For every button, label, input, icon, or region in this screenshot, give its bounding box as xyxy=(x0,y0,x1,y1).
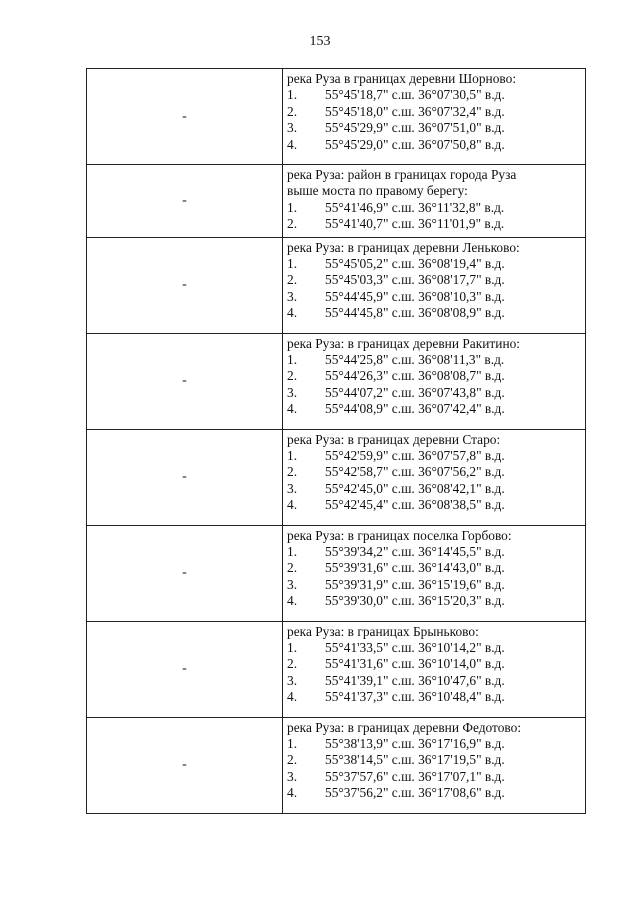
row-title: река Руза: в границах поселка Горбово: xyxy=(287,527,512,543)
row-marker: - xyxy=(87,333,283,429)
point-coordinates: 55°45'18,7" с.ш. 36°07'30,5" в.д. xyxy=(325,87,505,103)
point-coordinates: 55°39'30,0" с.ш. 36°15'20,3" в.д. xyxy=(325,593,505,609)
point-number: 4. xyxy=(287,401,298,417)
point-number: 3. xyxy=(287,480,298,496)
point-number: 2. xyxy=(287,368,298,384)
coordinate-point xyxy=(287,689,585,705)
point-coordinates: 55°41'31,6" с.ш. 36°10'14,0" в.д. xyxy=(325,656,505,672)
point-number: 1. xyxy=(287,256,298,272)
coordinate-point xyxy=(287,272,585,288)
point-coordinates: 55°44'07,2" с.ш. 36°07'43,8" в.д. xyxy=(325,384,505,400)
point-coordinates: 55°41'40,7" с.ш. 36°11'01,9" в.д. xyxy=(325,216,505,232)
row-description xyxy=(283,717,586,813)
point-number: 1. xyxy=(287,640,298,656)
coordinate-point xyxy=(287,401,585,417)
point-coordinates: 55°42'58,7" с.ш. 36°07'56,2" в.д. xyxy=(325,464,505,480)
point-number: 1. xyxy=(287,736,298,752)
row-title: река Руза: в границах деревни Федотово: xyxy=(287,719,522,735)
coordinate-point xyxy=(287,352,585,368)
row-title: река Руза: в границах Брыньково: xyxy=(287,623,479,639)
point-number: 4. xyxy=(287,785,298,801)
coordinate-point xyxy=(287,497,585,513)
coordinate-point xyxy=(287,104,585,120)
row-title: выше моста по правому берегу: xyxy=(287,183,468,199)
point-number: 2. xyxy=(287,103,298,119)
point-number: 1. xyxy=(287,87,298,103)
coordinate-point xyxy=(287,656,585,672)
coordinate-point xyxy=(287,120,585,136)
coordinate-point xyxy=(287,385,585,401)
coordinate-point xyxy=(287,673,585,689)
coordinate-point xyxy=(287,752,585,768)
point-coordinates: 55°44'25,8" с.ш. 36°08'11,3" в.д. xyxy=(325,352,505,368)
coordinate-point xyxy=(287,464,585,480)
row-description xyxy=(283,165,586,238)
row-marker: - xyxy=(87,717,283,813)
point-coordinates: 55°44'45,8" с.ш. 36°08'08,9" в.д. xyxy=(325,305,505,321)
point-coordinates: 55°44'26,3" с.ш. 36°08'08,7" в.д. xyxy=(325,368,505,384)
point-coordinates: 55°41'33,5" с.ш. 36°10'14,2" в.д. xyxy=(325,640,505,656)
point-coordinates: 55°38'14,5" с.ш. 36°17'19,5" в.д. xyxy=(325,752,505,768)
table-row xyxy=(87,333,586,429)
table-row xyxy=(87,525,586,621)
point-coordinates: 55°37'56,2" с.ш. 36°17'08,6" в.д. xyxy=(325,785,505,801)
point-number: 1. xyxy=(287,544,298,560)
table-row xyxy=(87,429,586,525)
row-marker: - xyxy=(87,69,283,165)
coordinate-point xyxy=(287,368,585,384)
coordinate-point xyxy=(287,137,585,153)
row-title: река Руза: в границах деревни Старо: xyxy=(287,431,501,447)
point-coordinates: 55°45'05,2" с.ш. 36°08'19,4" в.д. xyxy=(325,256,505,272)
point-coordinates: 55°45'29,0" с.ш. 36°07'50,8" в.д. xyxy=(325,136,505,152)
coordinate-point xyxy=(287,544,585,560)
point-coordinates: 55°42'45,4" с.ш. 36°08'38,5" в.д. xyxy=(325,497,505,513)
row-title: река Руза: в границах деревни Леньково: xyxy=(287,239,520,255)
coordinate-point xyxy=(287,769,585,785)
row-marker: - xyxy=(87,165,283,238)
point-coordinates: 55°45'03,3" с.ш. 36°08'17,7" в.д. xyxy=(325,272,505,288)
point-number: 2. xyxy=(287,656,298,672)
point-coordinates: 55°42'45,0" с.ш. 36°08'42,1" в.д. xyxy=(325,480,505,496)
point-coordinates: 55°45'18,0" с.ш. 36°07'32,4" в.д. xyxy=(325,103,505,119)
coordinate-point xyxy=(287,560,585,576)
point-number: 1. xyxy=(287,352,298,368)
row-title: река Руза: район в границах города Руза xyxy=(287,167,517,182)
row-description xyxy=(283,429,586,525)
point-number: 2. xyxy=(287,752,298,768)
row-marker: - xyxy=(87,237,283,333)
point-number: 2. xyxy=(287,464,298,480)
point-number: 1. xyxy=(287,199,298,215)
point-coordinates: 55°39'34,2" с.ш. 36°14'45,5" в.д. xyxy=(325,544,505,560)
point-coordinates: 55°42'59,9" с.ш. 36°07'57,8" в.д. xyxy=(325,448,505,464)
point-number: 3. xyxy=(287,672,298,688)
point-coordinates: 55°45'29,9" с.ш. 36°07'51,0" в.д. xyxy=(325,120,505,136)
coordinate-point xyxy=(287,448,585,464)
point-coordinates: 55°44'08,9" с.ш. 36°07'42,4" в.д. xyxy=(325,401,505,417)
coordinate-point xyxy=(287,289,585,305)
point-number: 4. xyxy=(287,593,298,609)
row-marker: - xyxy=(87,429,283,525)
row-description xyxy=(283,69,586,165)
table-row xyxy=(87,621,586,717)
point-number: 1. xyxy=(287,448,298,464)
row-description xyxy=(283,525,586,621)
point-number: 4. xyxy=(287,136,298,152)
point-number: 3. xyxy=(287,576,298,592)
point-number: 2. xyxy=(287,216,298,232)
table-row xyxy=(87,237,586,333)
page-number: 153 xyxy=(309,34,331,49)
table-body xyxy=(87,69,586,814)
coordinate-point xyxy=(287,256,585,272)
point-coordinates: 55°37'57,6" с.ш. 36°17'07,1" в.д. xyxy=(325,768,505,784)
coordinate-point xyxy=(287,87,585,103)
point-number: 3. xyxy=(287,384,298,400)
row-marker: - xyxy=(87,621,283,717)
point-number: 3. xyxy=(287,288,298,304)
table-row xyxy=(87,717,586,813)
row-marker: - xyxy=(87,525,283,621)
point-coordinates: 55°44'45,9" с.ш. 36°08'10,3" в.д. xyxy=(325,288,505,304)
point-number: 3. xyxy=(287,768,298,784)
point-coordinates: 55°38'13,9" с.ш. 36°17'16,9" в.д. xyxy=(325,736,505,752)
row-description xyxy=(283,621,586,717)
table-row xyxy=(87,69,586,165)
point-number: 2. xyxy=(287,272,298,288)
point-number: 2. xyxy=(287,560,298,576)
coordinate-point xyxy=(287,785,585,801)
table-row xyxy=(87,165,586,238)
point-coordinates: 55°39'31,6" с.ш. 36°14'43,0" в.д. xyxy=(325,560,505,576)
regions-table xyxy=(86,68,586,814)
coordinate-point xyxy=(287,200,585,216)
coordinate-point xyxy=(287,481,585,497)
row-description xyxy=(283,237,586,333)
coordinate-point xyxy=(287,577,585,593)
point-coordinates: 55°41'39,1" с.ш. 36°10'47,6" в.д. xyxy=(325,672,505,688)
coordinate-point xyxy=(287,216,585,232)
point-number: 4. xyxy=(287,689,298,705)
point-coordinates: 55°41'46,9" с.ш. 36°11'32,8" в.д. xyxy=(325,199,505,215)
row-description xyxy=(283,333,586,429)
point-number: 3. xyxy=(287,120,298,136)
row-title: река Руза: в границах деревни Ракитино: xyxy=(287,335,521,351)
coordinate-point xyxy=(287,305,585,321)
point-coordinates: 55°41'37,3" с.ш. 36°10'48,4" в.д. xyxy=(325,689,505,705)
coordinate-point xyxy=(287,640,585,656)
point-number: 4. xyxy=(287,305,298,321)
row-title: река Руза в границах деревни Шорново: xyxy=(287,71,517,86)
coordinate-point xyxy=(287,593,585,609)
point-coordinates: 55°39'31,9" с.ш. 36°15'19,6" в.д. xyxy=(325,576,505,592)
point-number: 4. xyxy=(287,497,298,513)
coordinate-point xyxy=(287,736,585,752)
